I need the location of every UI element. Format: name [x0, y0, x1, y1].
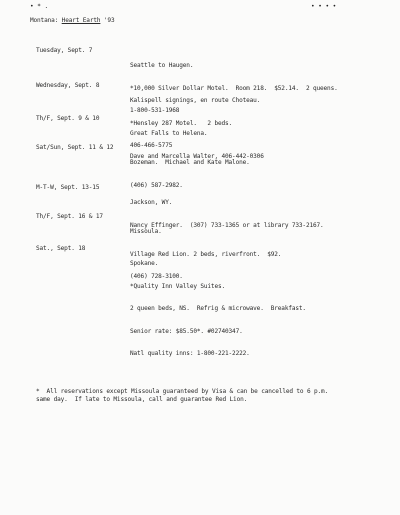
entry-date: Sat., Sept. 18	[36, 245, 86, 252]
entry-line: (406) 587-2982.	[130, 181, 183, 189]
entry-line: 1-800-531-1968	[130, 107, 180, 114]
header-suffix: '93	[100, 17, 115, 24]
footnote-line-1: * All reservations except Missoula guaranteed by Visa & can be cancelled to 6 p.m.	[36, 388, 329, 395]
entry-line: Spokane.	[130, 260, 159, 267]
entry-line: *Quality Inn Valley Suites.	[130, 282, 226, 290]
entry-line: Village Red Lion. 2 beds, riverfront. $92.	[130, 250, 282, 258]
entry-line: Seattle to Haugen.	[130, 62, 194, 69]
entry-line: 406-466-5775	[130, 142, 173, 149]
entry-line: Bozeman. Michael and Kate Malone.	[130, 159, 250, 166]
entry-date: Th/F, Sept. 16 & 17	[36, 213, 103, 220]
entry-date: Th/F, Sept. 9 & 10	[36, 115, 100, 122]
entry-date: M-T-W, Sept. 13-15	[36, 184, 100, 191]
entry-line: 2 queen beds, NS. Refrig & microwave. Breakfast.	[130, 305, 306, 312]
header-prefix: Montana:	[30, 17, 62, 24]
entry-line: Senior rate: $85.50*. #02740347.	[130, 327, 243, 335]
entry-date: Sat/Sun, Sept. 11 & 12	[36, 144, 114, 151]
entry-line: *Hensley 287 Motel. 2 beds.	[130, 119, 233, 127]
header-title: Heart Earth	[61, 17, 101, 24]
entry-line: Missoula.	[130, 228, 162, 235]
entry-line: Natl quality inns: 1-800-221-2222.	[130, 350, 250, 357]
entry-line: (406) 728-3100.	[130, 273, 183, 280]
entry-line: Nancy Effinger. (307) 733-1365 or at library 733-2167.	[130, 221, 324, 229]
entry-line: *10,000 Silver Dollar Motel. Room 218. $52.14. 2 queens.	[130, 84, 338, 92]
entry-details	[130, 245, 390, 373]
entry-date: Tuesday, Sept. 7	[36, 47, 93, 54]
entry-date: Wednesday, Sept. 8	[36, 82, 100, 89]
corner-marks-top-left: • * .	[30, 3, 49, 10]
footnote-line-2: same day. If late to Missoula, call and guarantee Red Lion.	[36, 396, 248, 403]
entry-line: Great Falls to Helena.	[130, 130, 208, 137]
corner-marks-top-right: • • • •	[311, 3, 337, 10]
entry-line: Kalispell signings, en route Choteau.	[130, 97, 261, 104]
page-header	[30, 17, 114, 25]
entry-line: Jackson, WY.	[130, 199, 173, 206]
entry-line: Dave and Marcella Walter, 406-442-0306	[130, 152, 264, 160]
